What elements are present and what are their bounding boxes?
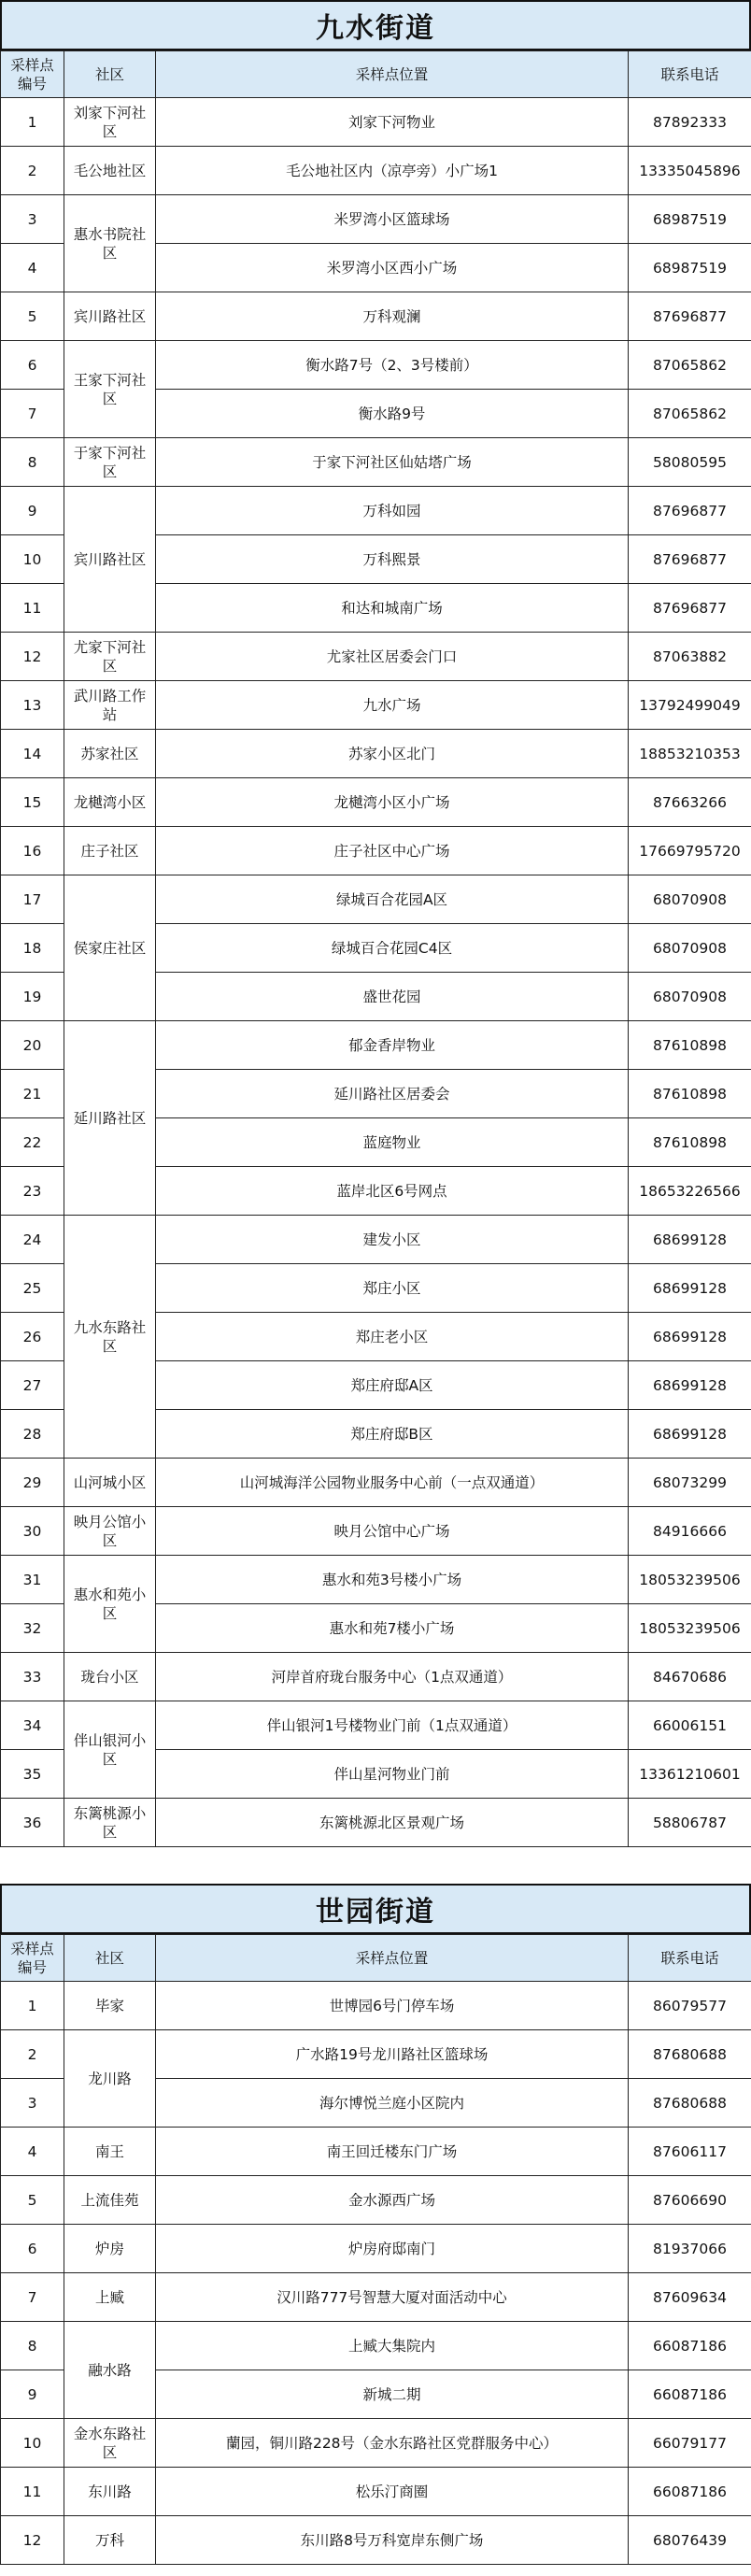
contact-phone: 68070908 <box>629 973 751 1021</box>
sample-point-location: 万科观澜 <box>156 292 629 341</box>
sample-point-location: 万科熙景 <box>156 535 629 584</box>
community-name: 东川路 <box>64 2468 156 2516</box>
community-name: 尤家下河社区 <box>64 633 156 681</box>
contact-phone: 87696877 <box>629 535 751 584</box>
table-row <box>1 341 751 390</box>
header-phone: 联系电话 <box>629 1935 751 1982</box>
sample-point-location: 九水广场 <box>156 681 629 730</box>
sample-point-number: 7 <box>1 390 64 438</box>
contact-phone: 13335045896 <box>629 147 751 195</box>
sample-point-location: 松乐汀商圈 <box>156 2468 629 2516</box>
community-name: 珑台小区 <box>64 1653 156 1701</box>
table-row <box>1 1216 751 1264</box>
community-name: 毕家 <box>64 1982 156 2030</box>
contact-phone: 87696877 <box>629 487 751 535</box>
contact-phone: 68699128 <box>629 1410 751 1459</box>
table-header-row <box>1 51 751 98</box>
table-row <box>1 438 751 487</box>
sample-point-number: 14 <box>1 730 64 778</box>
contact-phone: 68699128 <box>629 1216 751 1264</box>
sample-point-number: 9 <box>1 487 64 535</box>
table-row <box>1 2225 751 2273</box>
table-row <box>1 2176 751 2225</box>
table-row <box>1 2322 751 2370</box>
sample-point-location: 米罗湾小区西小广场 <box>156 244 629 292</box>
contact-phone: 68987519 <box>629 195 751 244</box>
community-name: 金水东路社区 <box>64 2419 156 2468</box>
table-row <box>1 827 751 875</box>
table-row <box>1 633 751 681</box>
community-name: 九水东路社区 <box>64 1216 156 1459</box>
sample-point-number: 35 <box>1 1750 64 1799</box>
sample-point-location: 南王回迁楼东门广场 <box>156 2128 629 2176</box>
contact-phone: 18053239506 <box>629 1604 751 1653</box>
sampling-table-shiyuan <box>0 1934 751 2565</box>
community-name: 延川路社区 <box>64 1021 156 1216</box>
contact-phone: 68070908 <box>629 924 751 973</box>
sample-point-location: 庄子社区中心广场 <box>156 827 629 875</box>
header-no: 采样点编号 <box>1 1935 64 1982</box>
table-row <box>1 1556 751 1604</box>
sample-point-location: 绿城百合花园A区 <box>156 875 629 924</box>
sample-point-number: 8 <box>1 438 64 487</box>
sampling-table-jiushui <box>0 50 751 1847</box>
sample-point-number: 30 <box>1 1507 64 1556</box>
sample-point-number: 32 <box>1 1604 64 1653</box>
sample-point-location: 汉川路777号智慧大厦对面活动中心 <box>156 2273 629 2322</box>
sample-point-number: 20 <box>1 1021 64 1070</box>
community-name: 侯家庄社区 <box>64 875 156 1021</box>
sample-point-location: 伴山星河物业门前 <box>156 1750 629 1799</box>
sample-point-number: 17 <box>1 875 64 924</box>
sample-point-location: 尤家社区居委会门口 <box>156 633 629 681</box>
table-header-row <box>1 1935 751 1982</box>
table-row <box>1 875 751 924</box>
sample-point-number: 24 <box>1 1216 64 1264</box>
contact-phone: 66087186 <box>629 2468 751 2516</box>
sample-point-location: 万科如园 <box>156 487 629 535</box>
community-name: 惠水和苑小区 <box>64 1556 156 1653</box>
community-name: 刘家下河社区 <box>64 98 156 147</box>
table-row <box>1 98 751 147</box>
contact-phone: 87063882 <box>629 633 751 681</box>
sample-point-number: 2 <box>1 2030 64 2079</box>
sample-point-location: 绿城百合花园C4区 <box>156 924 629 973</box>
table-row <box>1 778 751 827</box>
contact-phone: 68987519 <box>629 244 751 292</box>
sample-point-number: 6 <box>1 341 64 390</box>
contact-phone: 87696877 <box>629 584 751 633</box>
table-row <box>1 2516 751 2565</box>
contact-phone: 87663266 <box>629 778 751 827</box>
community-name: 万科 <box>64 2516 156 2565</box>
sample-point-number: 11 <box>1 584 64 633</box>
sample-point-location: 蓝岸北区6号网点 <box>156 1167 629 1216</box>
table-row <box>1 1507 751 1556</box>
table-row <box>1 1021 751 1070</box>
contact-phone: 87680688 <box>629 2030 751 2079</box>
community-name: 宾川路社区 <box>64 487 156 633</box>
header-location: 采样点位置 <box>156 1935 629 1982</box>
sample-point-location: 刘家下河物业 <box>156 98 629 147</box>
sample-point-location: 世博园6号门停车场 <box>156 1982 629 2030</box>
community-name: 融水路 <box>64 2322 156 2419</box>
contact-phone: 13792499049 <box>629 681 751 730</box>
community-name: 宾川路社区 <box>64 292 156 341</box>
table-row <box>1 730 751 778</box>
sample-point-number: 12 <box>1 2516 64 2565</box>
contact-phone: 87610898 <box>629 1070 751 1118</box>
community-name: 伴山银河小区 <box>64 1701 156 1799</box>
table-row <box>1 1653 751 1701</box>
sample-point-number: 5 <box>1 292 64 341</box>
contact-phone: 18853210353 <box>629 730 751 778</box>
table-body <box>1 1982 751 2565</box>
community-name: 炉房 <box>64 2225 156 2273</box>
sample-point-number: 13 <box>1 681 64 730</box>
community-name: 惠水书院社区 <box>64 195 156 292</box>
sample-point-location: 金水源西广场 <box>156 2176 629 2225</box>
sample-point-number: 6 <box>1 2225 64 2273</box>
sample-point-location: 山河城海洋公园物业服务中心前（一点双通道） <box>156 1459 629 1507</box>
sample-point-location: 郁金香岸物业 <box>156 1021 629 1070</box>
sample-point-location: 郑庄老小区 <box>156 1313 629 1361</box>
sample-point-location: 和达和城南广场 <box>156 584 629 633</box>
sample-point-number: 33 <box>1 1653 64 1701</box>
sample-point-location: 海尔博悦兰庭小区院内 <box>156 2079 629 2128</box>
contact-phone: 68699128 <box>629 1361 751 1410</box>
header-location: 采样点位置 <box>156 51 629 98</box>
sample-point-number: 1 <box>1 98 64 147</box>
sample-point-location: 惠水和苑7楼小广场 <box>156 1604 629 1653</box>
sample-point-location: 惠水和苑3号楼小广场 <box>156 1556 629 1604</box>
contact-phone: 66087186 <box>629 2370 751 2419</box>
table-row <box>1 195 751 244</box>
community-name: 映月公馆小区 <box>64 1507 156 1556</box>
community-name: 庄子社区 <box>64 827 156 875</box>
sample-point-location: 映月公馆中心广场 <box>156 1507 629 1556</box>
sample-point-location: 郑庄小区 <box>156 1264 629 1313</box>
contact-phone: 18053239506 <box>629 1556 751 1604</box>
sample-point-location: 延川路社区居委会 <box>156 1070 629 1118</box>
community-name: 苏家社区 <box>64 730 156 778</box>
sample-point-location: 郑庄府邸B区 <box>156 1410 629 1459</box>
sample-point-number: 36 <box>1 1799 64 1847</box>
community-name: 龙樾湾小区 <box>64 778 156 827</box>
contact-phone: 66079177 <box>629 2419 751 2468</box>
contact-phone: 84916666 <box>629 1507 751 1556</box>
table-row <box>1 2030 751 2079</box>
sample-point-location: 衡水路7号（2、3号楼前） <box>156 341 629 390</box>
sample-point-location: 伴山银河1号楼物业门前（1点双通道） <box>156 1701 629 1750</box>
sample-point-number: 2 <box>1 147 64 195</box>
contact-phone: 87610898 <box>629 1021 751 1070</box>
contact-phone: 68070908 <box>629 875 751 924</box>
contact-phone: 87606690 <box>629 2176 751 2225</box>
sample-point-number: 8 <box>1 2322 64 2370</box>
contact-phone: 84670686 <box>629 1653 751 1701</box>
contact-phone: 87610898 <box>629 1118 751 1167</box>
sample-point-location: 于家下河社区仙姑塔广场 <box>156 438 629 487</box>
sample-point-location: 苏家小区北门 <box>156 730 629 778</box>
sample-point-number: 4 <box>1 2128 64 2176</box>
contact-phone: 58806787 <box>629 1799 751 1847</box>
contact-phone: 87696877 <box>629 292 751 341</box>
contact-phone: 13361210601 <box>629 1750 751 1799</box>
sample-point-number: 5 <box>1 2176 64 2225</box>
sample-point-number: 28 <box>1 1410 64 1459</box>
section-title-jiushui: 九水街道 <box>0 0 751 50</box>
sample-point-number: 10 <box>1 2419 64 2468</box>
contact-phone: 87065862 <box>629 341 751 390</box>
sample-point-number: 3 <box>1 2079 64 2128</box>
header-community: 社区 <box>64 1935 156 1982</box>
sample-point-location: 东篱桃源北区景观广场 <box>156 1799 629 1847</box>
sample-point-number: 18 <box>1 924 64 973</box>
table-row <box>1 2128 751 2176</box>
sample-point-number: 25 <box>1 1264 64 1313</box>
table-row <box>1 2273 751 2322</box>
table-body <box>1 98 751 1847</box>
contact-phone: 87609634 <box>629 2273 751 2322</box>
sample-point-number: 21 <box>1 1070 64 1118</box>
community-name: 龙川路 <box>64 2030 156 2128</box>
contact-phone: 87606117 <box>629 2128 751 2176</box>
table-row <box>1 1799 751 1847</box>
sample-point-number: 34 <box>1 1701 64 1750</box>
header-phone: 联系电话 <box>629 51 751 98</box>
community-name: 南王 <box>64 2128 156 2176</box>
contact-phone: 68073299 <box>629 1459 751 1507</box>
header-no: 采样点编号 <box>1 51 64 98</box>
sample-point-location: 炉房府邸南门 <box>156 2225 629 2273</box>
sample-point-number: 29 <box>1 1459 64 1507</box>
sample-point-number: 26 <box>1 1313 64 1361</box>
sample-point-number: 19 <box>1 973 64 1021</box>
table-row <box>1 1982 751 2030</box>
sample-point-location: 东川路8号万科宽岸东侧广场 <box>156 2516 629 2565</box>
community-name: 上臧 <box>64 2273 156 2322</box>
sample-point-location: 建发小区 <box>156 1216 629 1264</box>
sample-point-number: 22 <box>1 1118 64 1167</box>
sample-point-location: 河岸首府珑台服务中心（1点双通道） <box>156 1653 629 1701</box>
contact-phone: 66006151 <box>629 1701 751 1750</box>
contact-phone: 87892333 <box>629 98 751 147</box>
table-row <box>1 487 751 535</box>
table-row <box>1 2419 751 2468</box>
community-name: 王家下河社区 <box>64 341 156 438</box>
sample-point-number: 16 <box>1 827 64 875</box>
sample-point-number: 9 <box>1 2370 64 2419</box>
sample-point-location: 上臧大集院内 <box>156 2322 629 2370</box>
header-community: 社区 <box>64 51 156 98</box>
sample-point-location: 米罗湾小区篮球场 <box>156 195 629 244</box>
sample-point-location: 新城二期 <box>156 2370 629 2419</box>
contact-phone: 87680688 <box>629 2079 751 2128</box>
table-row <box>1 1459 751 1507</box>
sample-point-number: 7 <box>1 2273 64 2322</box>
contact-phone: 66087186 <box>629 2322 751 2370</box>
sample-point-number: 1 <box>1 1982 64 2030</box>
contact-phone: 68076439 <box>629 2516 751 2565</box>
sample-point-number: 10 <box>1 535 64 584</box>
table-row <box>1 2468 751 2516</box>
contact-phone: 68699128 <box>629 1264 751 1313</box>
community-name: 上流佳苑 <box>64 2176 156 2225</box>
contact-phone: 86079577 <box>629 1982 751 2030</box>
sample-point-number: 27 <box>1 1361 64 1410</box>
table-row <box>1 681 751 730</box>
sample-point-location: 蓝庭物业 <box>156 1118 629 1167</box>
sample-point-location: 广水路19号龙川路社区篮球场 <box>156 2030 629 2079</box>
sample-point-location: 郑庄府邸A区 <box>156 1361 629 1410</box>
contact-phone: 58080595 <box>629 438 751 487</box>
contact-phone: 81937066 <box>629 2225 751 2273</box>
community-name: 于家下河社区 <box>64 438 156 487</box>
contact-phone: 17669795720 <box>629 827 751 875</box>
contact-phone: 87065862 <box>629 390 751 438</box>
sample-point-location: 龙樾湾小区小广场 <box>156 778 629 827</box>
sample-point-location: 衡水路9号 <box>156 390 629 438</box>
sample-point-number: 11 <box>1 2468 64 2516</box>
community-name: 东篱桃源小区 <box>64 1799 156 1847</box>
table-row <box>1 147 751 195</box>
sample-point-location: 毛公地社区内（凉亭旁）小广场1 <box>156 147 629 195</box>
community-name: 山河城小区 <box>64 1459 156 1507</box>
sample-point-number: 15 <box>1 778 64 827</box>
sample-point-number: 23 <box>1 1167 64 1216</box>
community-name: 毛公地社区 <box>64 147 156 195</box>
sample-point-number: 12 <box>1 633 64 681</box>
sample-point-number: 3 <box>1 195 64 244</box>
table-row <box>1 1701 751 1750</box>
contact-phone: 68699128 <box>629 1313 751 1361</box>
sample-point-location: 蘭园，铜川路228号（金水东路社区党群服务中心） <box>156 2419 629 2468</box>
section-title-shiyuan: 世园街道 <box>0 1884 751 1934</box>
sample-point-number: 4 <box>1 244 64 292</box>
sample-point-number: 31 <box>1 1556 64 1604</box>
community-name: 武川路工作站 <box>64 681 156 730</box>
table-row <box>1 292 751 341</box>
sample-point-location: 盛世花园 <box>156 973 629 1021</box>
contact-phone: 18653226566 <box>629 1167 751 1216</box>
